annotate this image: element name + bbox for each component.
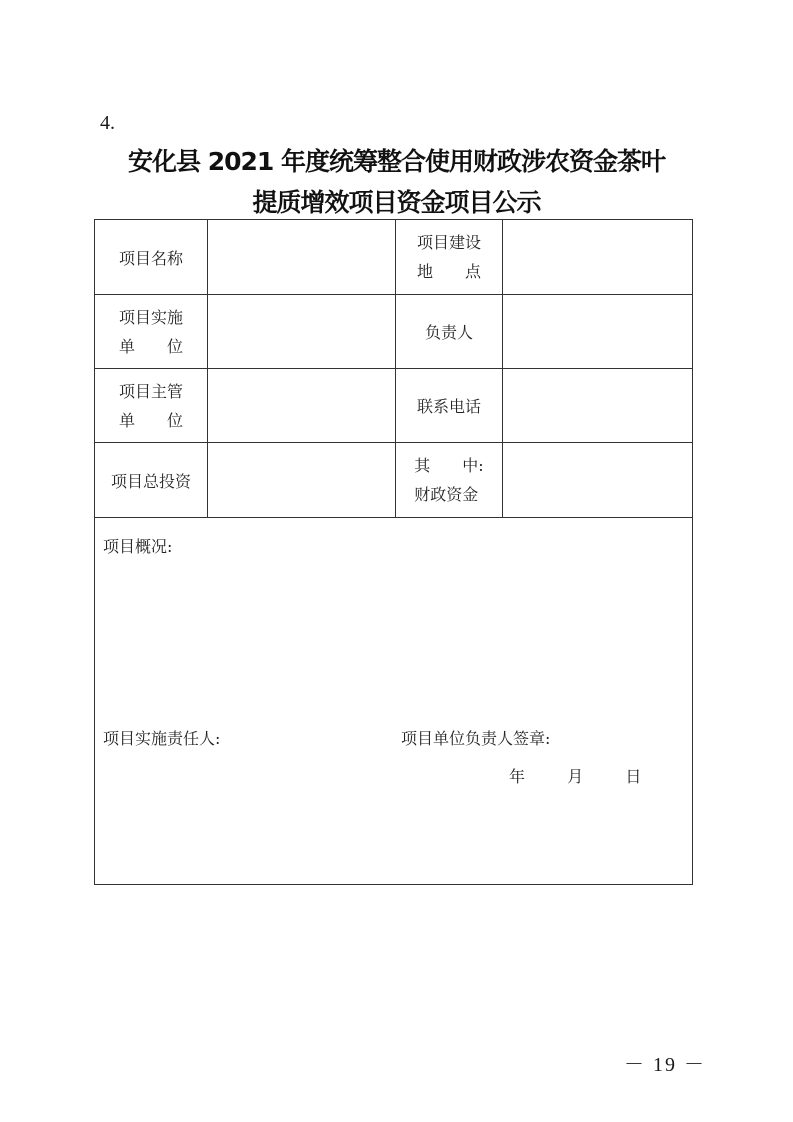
person-in-charge-label-cell [396, 295, 503, 369]
supervisor-unit-label-cell [95, 369, 208, 443]
date-day-label: 日 [625, 767, 642, 786]
project-name-label: 项目名称 [118, 248, 183, 268]
fiscal-funds-label-cell [396, 443, 503, 518]
project-summary-label: 项目概况: [103, 537, 173, 556]
supervisor-unit-label-line-1: 项目主管 [118, 381, 183, 401]
page-number: － 19 － [624, 1054, 706, 1076]
date-month-label: 月 [567, 767, 584, 786]
supervisor-unit-label-line-2: 单 位 [118, 410, 183, 430]
unit-head-sign-label: 项目单位负责人签章: [401, 729, 551, 748]
impl-unit-label-line-1: 项目实施 [118, 307, 183, 327]
item-number: 4. [100, 112, 115, 134]
contact-phone-field[interactable] [503, 369, 693, 443]
project-name-field[interactable] [208, 220, 396, 295]
form-row-project-name [95, 220, 693, 295]
build-location-field[interactable] [503, 220, 693, 295]
fiscal-funds-field[interactable] [503, 443, 693, 518]
impl-unit-label-cell [95, 295, 208, 369]
form-row-impl-unit [95, 295, 693, 369]
build-location-label-cell [396, 220, 503, 295]
date-line [509, 764, 641, 787]
person-in-charge-label: 负责人 [424, 323, 473, 342]
document-title-line-1: 安化县 2021 年度统筹整合使用财政涉农资金茶叶 [128, 147, 665, 176]
contact-phone-label-cell [396, 369, 503, 443]
total-investment-label: 项目总投资 [110, 471, 191, 491]
build-location-label-line-1: 项目建设 [416, 233, 481, 252]
form-row-summary [95, 518, 693, 885]
impl-unit-field[interactable] [208, 295, 396, 369]
total-investment-field[interactable] [208, 443, 396, 518]
fiscal-funds-label: 财政资金 [414, 485, 479, 504]
date-year-label: 年 [509, 767, 526, 786]
build-location-label-line-2: 地 点 [416, 262, 481, 281]
supervisor-unit-field[interactable] [208, 369, 396, 443]
document-title-line-2: 提质增效项目资金项目公示 [252, 188, 541, 217]
person-in-charge-field[interactable] [503, 295, 693, 369]
impl-unit-label-line-2: 单 位 [118, 336, 183, 356]
project-disclosure-form [94, 219, 693, 885]
project-name-label-cell [95, 220, 208, 295]
project-summary-cell[interactable] [95, 518, 693, 885]
contact-phone-label: 联系电话 [416, 397, 481, 416]
total-investment-label-cell [95, 443, 208, 518]
form-row-investment [95, 443, 693, 518]
form-row-supervisor-unit [95, 369, 693, 443]
impl-responsible-label: 项目实施责任人: [103, 729, 221, 748]
of-which-label: 其 中: [414, 456, 484, 475]
